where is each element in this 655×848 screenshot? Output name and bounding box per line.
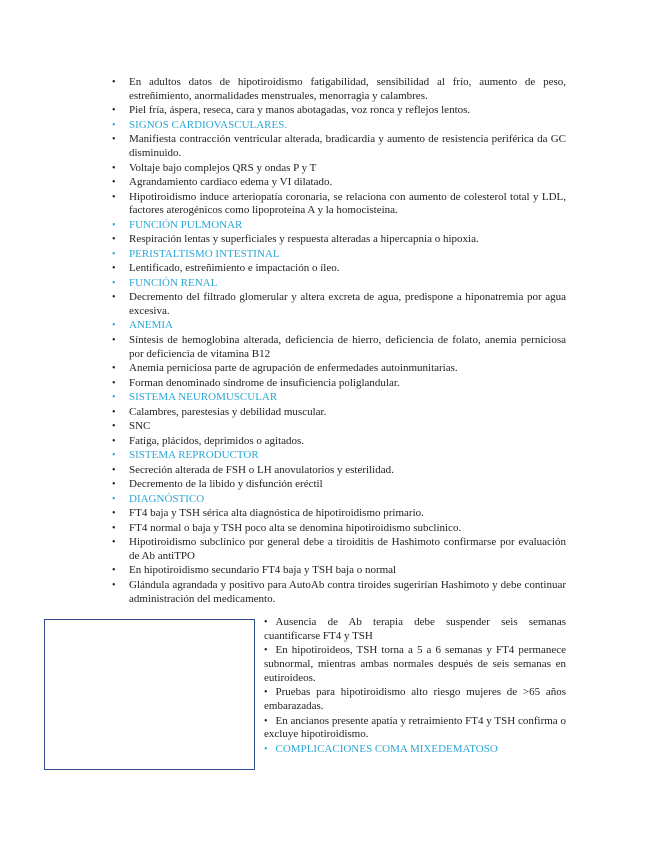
bullet-icon: • [264,645,268,657]
list-item [112,191,566,219]
section-heading [112,319,566,333]
section-heading-text: DIAGNÓSTICO [129,492,205,505]
bullet-icon: • [112,248,116,260]
list-item [112,564,566,578]
list-item [112,362,566,376]
list-item [112,104,566,118]
list-item [112,507,566,521]
list-item-text: En hipotiroidismo secundario FT4 baja y TSH baja o normal [129,564,397,577]
section-heading [264,743,566,757]
section-heading-text: FUNCIÓN RENAL [129,276,218,289]
main-bullet-list [112,76,566,607]
list-item [264,686,566,714]
bullet-icon: • [112,522,116,534]
list-item [112,233,566,247]
list-item-text: Piel fría, áspera, reseca, cara y manos abotagadas, voz ronca y reflejos lentos. [129,104,471,117]
list-item [112,420,566,434]
section-heading-text: ANEMIA [129,319,173,332]
bullet-icon: • [112,334,116,346]
list-item-text: Fatiga, plácidos, deprimidos o agitados. [129,434,305,447]
image-placeholder-frame [44,619,255,770]
list-item-text: Manifiesta contracción ventricular alterada, bradicardia y aumento de resistencia periférica da GC disminuido. [129,133,566,160]
bullet-icon: • [264,617,268,628]
list-item-text: Lentificado, estreñimiento e impactación o íleo. [129,262,340,275]
list-item [264,644,566,685]
section-heading-text: COMPLICACIONES COMA MIXEDEMATOSO [275,742,498,755]
list-item-text: SNC [129,420,151,433]
list-item [112,579,566,607]
bullet-icon: • [112,219,116,231]
bullet-icon: • [112,464,116,476]
bullet-icon: • [112,134,116,146]
list-item [112,522,566,536]
list-item-text: Síntesis de hemoglobina alterada, deficiencia de hierro, deficiencia de folato, anemia perniciosa por deficiencia de vitamina B12 [129,333,566,360]
bullet-icon: • [112,377,116,389]
bullet-icon: • [112,162,116,174]
list-item [112,176,566,190]
section-heading-text: SIGNOS CARDIOVASCULARES. [129,118,288,131]
bullet-icon: • [112,392,116,404]
bullet-icon: • [112,105,116,117]
section-heading [112,493,566,507]
section-heading [112,391,566,405]
list-item-text: Glándula agrandada y positivo para AutoAb contra tiroides sugerirían Hashimoto y debe continuar administración del medicamento. [129,578,566,605]
bullet-icon: • [264,743,268,755]
section-heading-text: SISTEMA NEUROMUSCULAR [129,391,278,404]
bullet-icon: • [112,579,116,591]
list-item-text: FT4 baja y TSH sérica alta diagnóstica de hipotiroidismo primario. [129,507,424,520]
section-heading [112,119,566,133]
bullet-icon: • [112,363,116,375]
list-item [112,76,566,104]
bullet-icon: • [264,687,268,699]
bullet-icon: • [112,320,116,332]
bullet-icon: • [112,406,116,418]
bullet-icon: • [112,292,116,304]
bullet-icon: • [112,263,116,275]
bullet-icon: • [112,234,116,246]
list-item-text: Ausencia de Ab terapia debe suspender seis semanas cuantificarse FT4 y TSH [264,616,566,642]
section-heading-text: PERISTALTISMO INTESTINAL [129,247,280,260]
list-item [112,377,566,391]
list-item [112,334,566,362]
section-heading-text: FUNCIÓN PULMONAR [129,218,243,231]
list-item-text: Decremento de la libido y disfunción eréctil [129,478,323,491]
list-item [112,536,566,564]
bullet-icon: • [112,119,116,131]
bullet-icon: • [112,191,116,203]
bullet-icon: • [112,177,116,189]
section-heading [112,248,566,262]
bullet-icon: • [112,421,116,433]
list-item [264,715,566,743]
bullet-icon: • [112,508,116,520]
section-heading-text: SISTEMA REPRODUCTOR [129,449,259,462]
list-item-text: Agrandamiento cardiaco edema y VI dilatado. [129,176,333,189]
section-heading [112,277,566,291]
list-item-text: Voltaje bajo complejos QRS y ondas P y T [129,161,317,174]
list-item-text: Calambres, parestesias y debilidad muscular. [129,405,327,418]
list-item-text: Secreción alterada de FSH o LH anovulatorios y esterilidad. [129,463,394,476]
bullet-icon: • [112,493,116,505]
bullet-icon: • [112,479,116,491]
section-heading [112,449,566,463]
list-item [112,291,566,319]
section-heading [112,219,566,233]
list-item [112,464,566,478]
bullet-icon: • [112,435,116,447]
list-item-text: En ancianos presente apatía y retraimiento FT4 y TSH confirma o excluye hipotiroidismo. [264,714,566,741]
bullet-icon: • [112,537,116,549]
list-item [112,406,566,420]
list-item-text: Hipotiroidismo subclínico por general debe a tiroiditis de Hashimoto confirmarse por evaluación de Ab antiTPO [129,536,566,562]
bullet-icon: • [264,715,268,727]
list-item-text: En adultos datos de hipotiroidismo fatigabilidad, sensibilidad al frío, aumento de peso, estreñimiento, anormalidades menstruales, menorragia y calambres. [129,76,566,102]
list-item [112,262,566,276]
list-item [112,478,566,492]
list-item-text: En hipotiroideos, TSH torna a 5 a 6 semanas y FT4 permanece subnormal, mientras ambas normales después de seis semanas en eutiroideos. [264,644,566,684]
list-item-text: Decremento del filtrado glomerular y altera excreta de agua, predispone a hiponatremia por agua excesiva. [129,291,566,317]
list-item-text: Forman denominado síndrome de insuficiencia poliglandular. [129,376,400,389]
bullet-icon: • [112,277,116,289]
list-item [112,435,566,449]
bullet-icon: • [112,565,116,577]
list-item [264,616,566,644]
list-item-text: Pruebas para hipotiroidismo alto riesgo mujeres de >65 años embarazadas. [264,686,566,713]
list-item [112,162,566,176]
list-item [112,133,566,161]
bullet-icon: • [112,77,116,88]
side-bullet-list [264,616,566,757]
list-item-text: Respiración lentas y superficiales y respuesta alteradas a hipercapnia o hipoxia. [129,233,479,246]
list-item-text: Hipotiroidismo induce arteriopatía coronaria, se relaciona con aumento de colesterol total y LDL, factores aterogénicos como lipoproteína A y la homocisteína. [129,190,566,217]
list-item-text: Anemia perniciosa parte de agrupación de enfermedades autoinmunitarias. [129,362,458,375]
bullet-icon: • [112,450,116,462]
list-item-text: FT4 normal o baja y TSH poco alta se denomina hipotiroidismo subclínico. [129,521,462,534]
